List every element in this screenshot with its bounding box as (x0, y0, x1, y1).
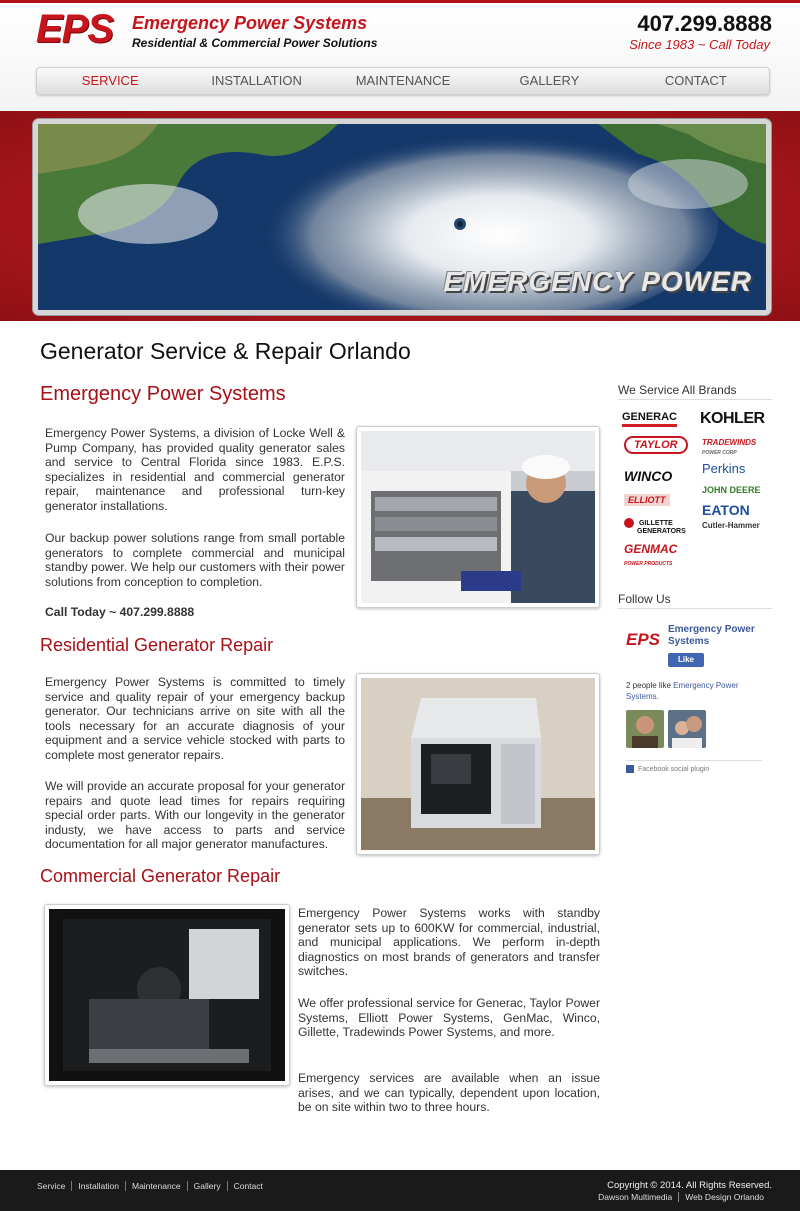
intro-paragraph-1: Emergency Power Systems, a division of Locke Well & Pump Company, has provided quality generator sales and service to Central Florida since 1983. E.P.S. specializes in residential and commercial generator repair, maintenance and professional turn-key generator installations. (45, 426, 345, 513)
residential-generator-photo (356, 673, 600, 855)
technician-image (361, 431, 595, 603)
eaton-name: EATON (702, 502, 750, 518)
facebook-icon (626, 765, 634, 773)
hero-banner (0, 111, 800, 321)
footer-link-installation[interactable]: Installation (71, 1181, 125, 1191)
footer-link-service[interactable]: Service (37, 1181, 66, 1191)
tradewinds-name: TRADEWINDS (702, 438, 757, 447)
brand-gillette-logo (624, 518, 686, 535)
footer-credit-dawson[interactable]: Dawson Multimedia (598, 1192, 673, 1202)
facebook-page-name[interactable]: Emergency Power Systems (668, 624, 755, 647)
commercial-paragraph-1: Emergency Power Systems works with standby generator sets up to 600KW for commercial, industrial, and municipal applications. We perform in-depth diagnostics on most brands of generators and transfer switches. (298, 906, 600, 979)
brand-perkins-logo: Perkins (702, 461, 746, 476)
footer-copyright: Copyright © 2014. All Rights Reserved. (607, 1180, 772, 1191)
site-footer (0, 1170, 800, 1211)
facebook-plugin-text: Facebook social plugin (638, 765, 710, 773)
hero-title: EMERGENCY POWER (443, 266, 752, 297)
footer-credits (592, 1192, 770, 1202)
nav-maintenance[interactable]: MAINTENANCE (355, 73, 451, 88)
facebook-fan-avatar-1[interactable] (626, 710, 664, 748)
gillette-emblem-icon (624, 518, 634, 528)
brand-generac-logo: GENERAC (622, 411, 677, 427)
facebook-like-count (626, 680, 762, 702)
facebook-like-button[interactable] (668, 653, 704, 667)
facebook-like-label: Like (677, 655, 694, 664)
brand-john-deere-logo: JOHN DEERE (702, 485, 761, 495)
nav-contact[interactable]: CONTACT (664, 73, 727, 88)
facebook-like-count-text: 2 people like (626, 681, 674, 690)
follow-heading: Follow Us (618, 592, 772, 609)
footer-link-maintenance[interactable]: Maintenance (125, 1181, 187, 1191)
main-nav (36, 67, 770, 95)
commercial-generator-photo (44, 904, 290, 1086)
residential-heading: Residential Generator Repair (40, 635, 274, 655)
intro-call-today: Call Today ~ 407.299.8888 (45, 605, 195, 619)
eaton-sub: Cutler-Hammer (702, 521, 760, 530)
residential-paragraph-1: Emergency Power Systems is committed to timely service and quality repair of your emergency backup generator. Our technicians arrive on site with all the tools necessary for an accurate diagnosis of your equipment and a service vehicle stocked with parts to complete most generator repairs. (45, 675, 345, 762)
tradewinds-sub: POWER CORP (702, 450, 737, 456)
facebook-page-logo[interactable]: EPS (626, 630, 661, 649)
logo-tagline: Residential & Commercial Power Solutions (132, 36, 378, 50)
hero-image-frame (33, 119, 771, 315)
residential-generator-image (361, 678, 595, 850)
brand-taylor-logo: TAYLOR (624, 436, 688, 454)
footer-link-gallery[interactable]: Gallery (187, 1181, 227, 1191)
nav-gallery[interactable]: GALLERY (519, 73, 580, 88)
technician-photo (356, 426, 600, 608)
brands-heading: We Service All Brands (618, 383, 772, 400)
brand-elliott-logo: ELLIOTT (624, 494, 670, 506)
genmac-sub: POWER PRODUCTS (624, 561, 673, 567)
facebook-fan-avatar-2[interactable] (668, 710, 706, 748)
commercial-paragraph-2: We offer professional service for Generac, Taylor Power Systems, Elliott Power Systems, GenMac, Winco, Gillette, Tradewinds Power Systems, and more. (298, 996, 600, 1040)
brand-genmac-logo (624, 543, 677, 570)
genmac-name: GENMAC (624, 542, 678, 556)
footer-credit-web-design[interactable]: Web Design Orlando (678, 1192, 770, 1202)
residential-paragraph-2: We will provide an accurate proposal for your generator repairs and quote lead times for repairs requiring special order parts. With our longevity in the generator industy, we have access to parts and service documentation for all major generator manufactures. (45, 779, 345, 852)
brand-kohler-logo: KOHLER (700, 410, 765, 427)
brand-winco-logo: WINCO (624, 468, 673, 484)
brand-eaton-logo (702, 502, 760, 534)
commercial-generator-image (49, 909, 285, 1081)
page-title: Generator Service & Repair Orlando (40, 338, 411, 364)
logo-company-name: Emergency Power Systems (132, 13, 368, 33)
gillette-name: GILLETTE (638, 519, 673, 527)
commercial-paragraph-3: Emergency services are available when an issue arises, and we can typically, dependent upon location, be on site within two to three hours. (298, 1071, 600, 1115)
brand-tradewinds-logo (702, 438, 756, 456)
commercial-heading: Commercial Generator Repair (40, 866, 281, 886)
header-phone[interactable]: 407.299.8888 (637, 11, 772, 36)
header-since: Since 1983 ~ Call Today (629, 37, 770, 52)
facebook-plugin-credit[interactable] (626, 760, 762, 773)
footer-nav (37, 1181, 269, 1191)
nav-service[interactable]: SERVICE (81, 73, 139, 88)
facebook-page-link[interactable]: Emergency Power Systems. (626, 681, 739, 701)
logo-mark: EPS (36, 7, 114, 51)
nav-installation[interactable]: INSTALLATION (211, 73, 302, 88)
site-logo[interactable] (36, 7, 378, 53)
footer-link-contact[interactable]: Contact (227, 1181, 269, 1191)
intro-heading: Emergency Power Systems (40, 383, 286, 405)
site-header (0, 3, 800, 111)
gillette-sub: GENERATORS (637, 528, 686, 535)
intro-paragraph-2: Our backup power solutions range from small portable generators to complete commercial and municipal standby power. We help our customers with their power solutions from conception to completion. (45, 531, 345, 589)
